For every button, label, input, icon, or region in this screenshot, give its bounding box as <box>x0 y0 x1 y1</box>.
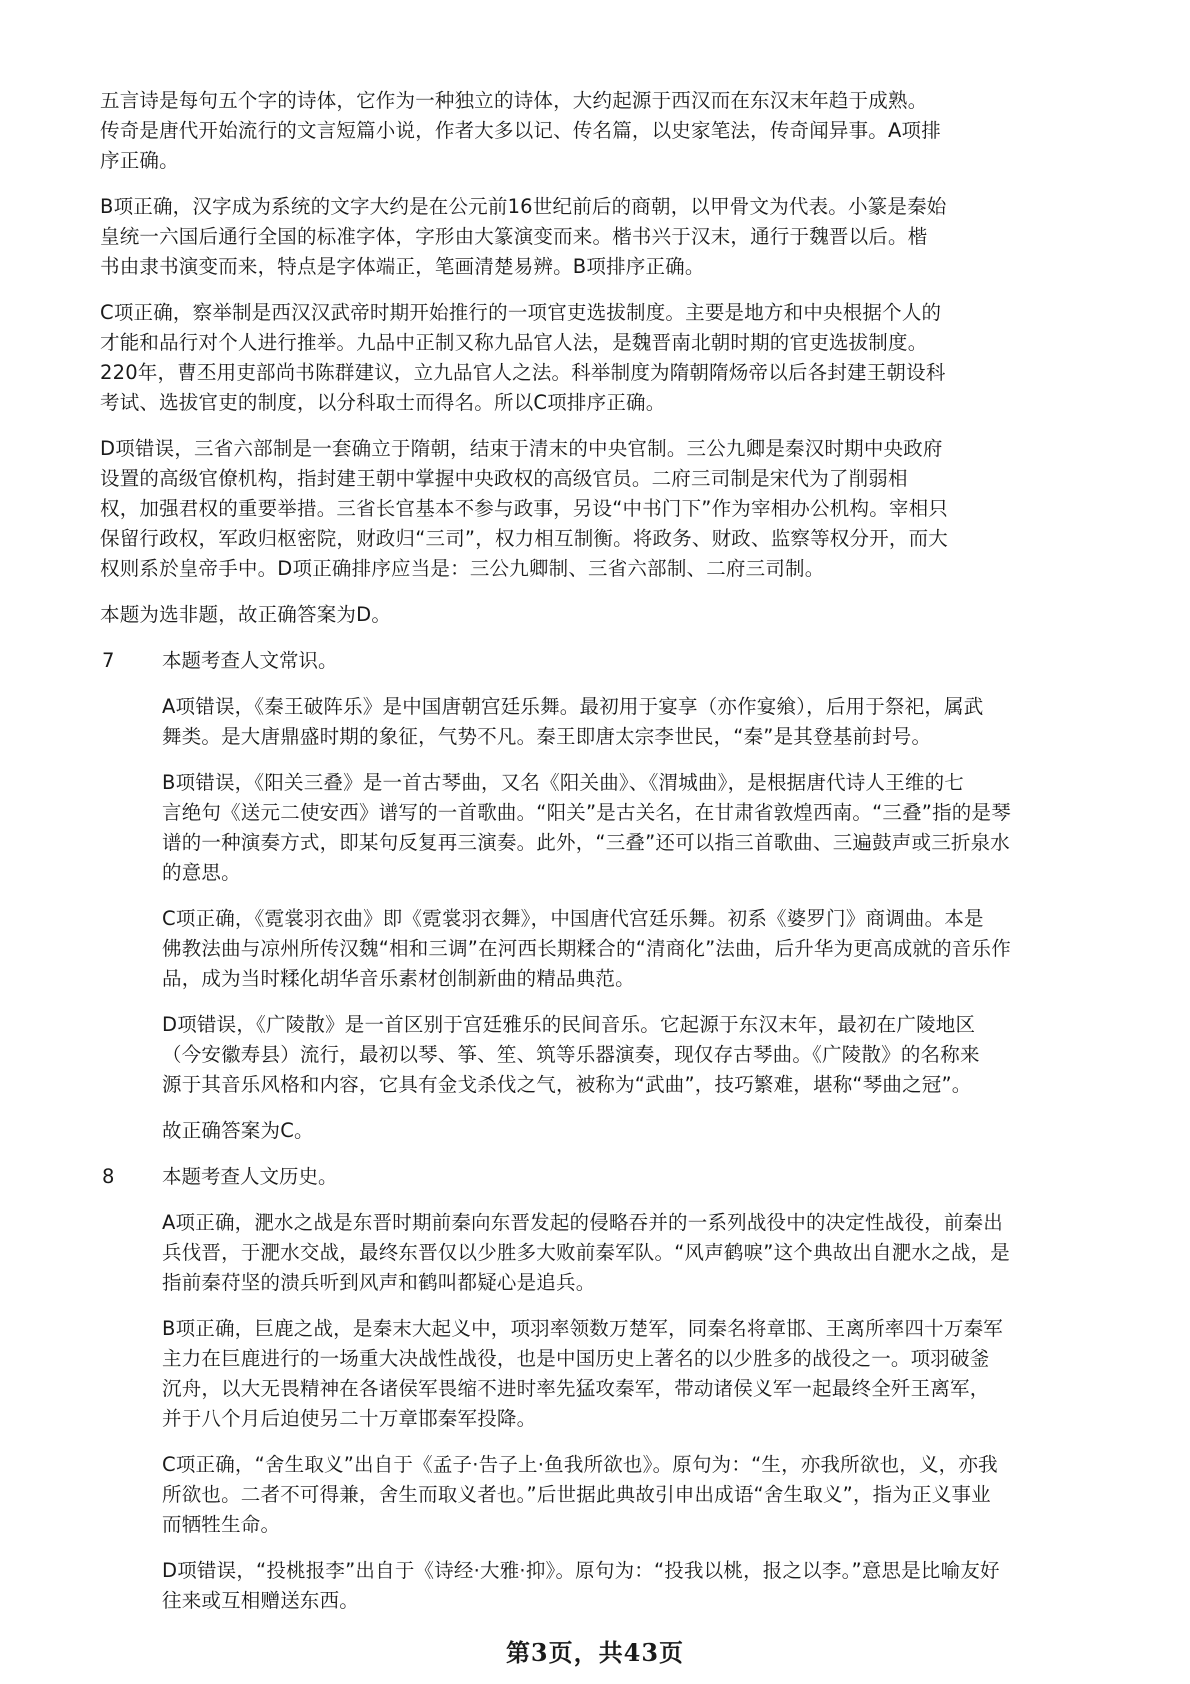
question-8-heading: 本题考查人文历史。 <box>162 1165 338 1188</box>
text-line: 皇统一六国后通行全国的标准字体，字形由大篆演变而来。楷书兴于汉末，通行于魏晋以后。楷 <box>100 225 928 248</box>
text-line: 佛教法曲与凉州所传汉魏“相和三调”在河西长期糅合的“清商化”法曲，后升华为更高成就的音乐作 <box>162 937 1011 960</box>
text-line: 传奇是唐代开始流行的文言短篇小说，作者大多以记、传名篇，以史家笔法，传奇闻异事。A项排 <box>100 119 941 142</box>
paragraph-intro-1 <box>100 86 1060 176</box>
text-line: C项正确，《霓裳羽衣曲》即《霓裳羽衣舞》，中国唐代宫廷乐舞。初系《婆罗门》商调曲。本是 <box>162 907 984 930</box>
question-7-number: 7 <box>102 649 115 672</box>
text-line: 权则系於皇帝手中。D项正确排序应当是：三公九卿制、三省六部制、二府三司制。 <box>100 557 825 580</box>
text-line: 本题为选非题，故正确答案为D。 <box>100 603 392 626</box>
question-8-option-a <box>162 1208 1082 1298</box>
page-number-footer: 第3页，共43页 <box>505 1638 685 1667</box>
text-line: 才能和品行对个人进行推举。九品中正制又称九品官人法，是魏晋南北朝时期的官吏选拔制度。 <box>100 331 928 354</box>
text-line: 的意思。 <box>162 861 241 884</box>
text-line: 舞类。是大唐鼎盛时期的象征，气势不凡。秦王即唐太宗李世民，“秦”是其登基前封号。 <box>162 725 932 748</box>
text-line: 沉舟，以大无畏精神在各诸侯军畏缩不进时率先猛攻秦军，带动诸侯义军一起最终全歼王离军， <box>162 1377 990 1400</box>
text-line: 故正确答案为C。 <box>162 1119 314 1142</box>
text-line: A项错误，《秦王破阵乐》是中国唐朝宫廷乐舞。最初用于宴享（亦作宴飨），后用于祭祀，属武 <box>162 695 984 718</box>
text-line: （今安徽寿县）流行，最初以琴、筝、笙、筑等乐器演奏，现仅存古琴曲。《广陵散》的名称来 <box>162 1043 980 1066</box>
text-line: D项错误，《广陵散》是一首区别于宫廷雅乐的民间音乐。它起源于东汉末年，最初在广陵地区 <box>162 1013 976 1036</box>
question-8-option-d <box>162 1556 1082 1616</box>
question-7-option-c <box>162 904 1082 994</box>
text-line: D项错误，“投桃报李”出自于《诗经·大雅·抑》。原句为：“投我以桃，报之以李。”意思是比喻友好 <box>162 1559 1000 1582</box>
text-line: 言绝句《送元二使安西》谱写的一首歌曲。“阳关”是古关名，在甘肃省敦煌西南。“三叠”指的是琴 <box>162 801 1011 824</box>
text-line: 主力在巨鹿进行的一场重大决战性战役，也是中国历史上著名的以少胜多的战役之一。项羽破釜 <box>162 1347 990 1370</box>
text-line: 所欲也。二者不可得兼，舍生而取义者也。”后世据此典故引申出成语“舍生取义”，指为正义事业 <box>162 1483 991 1506</box>
text-line: 序正确。 <box>100 149 179 172</box>
text-line: B项正确，巨鹿之战，是秦末大起义中，项羽率领数万楚军，同秦名将章邯、王离所率四十万秦军 <box>162 1317 1003 1340</box>
text-line: 权，加强君权的重要举措。三省长官基本不参与政事，另设“中书门下”作为宰相办公机构。宰相只 <box>100 497 949 520</box>
question-7-option-b <box>162 768 1082 888</box>
text-line: 而牺牲生命。 <box>162 1513 281 1536</box>
text-line: 设置的高级官僚机构，指封建王朝中掌握中央政权的高级官员。二府三司制是宋代为了削弱相 <box>100 467 908 490</box>
text-line: 保留行政权，军政归枢密院，财政归“三司”，权力相互制衡。将政务、财政、监察等权分开，而大 <box>100 527 949 550</box>
text-line: 源于其音乐风格和内容，它具有金戈杀伐之气，被称为“武曲”，技巧繁难，堪称“琴曲之冠”。 <box>162 1073 972 1096</box>
text-line: 考试、选拔官吏的制度，以分科取士而得名。所以C项排序正确。 <box>100 391 666 414</box>
text-line: C项正确，“舍生取义”出自于《孟子·告子上·鱼我所欲也》。原句为：“生，亦我所欲也，义，亦我 <box>162 1453 998 1476</box>
question-7-option-a <box>162 692 1082 752</box>
text-line: A项正确，淝水之战是东晋时期前秦向东晋发起的侵略吞并的一系列战役中的决定性战役，前秦出 <box>162 1211 1003 1234</box>
text-line: 兵伐晋，于淝水交战，最终东晋仅以少胜多大败前秦军队。“风声鹤唳”这个典故出自淝水之战，是 <box>162 1241 1011 1264</box>
text-line: 指前秦苻坚的溃兵听到风声和鹤叫都疑心是追兵。 <box>162 1271 596 1294</box>
text-line: D项错误，三省六部制是一套确立于隋朝，结束于清末的中央官制。三公九卿是秦汉时期中央政府 <box>100 437 943 460</box>
text-line: 书由隶书演变而来，特点是字体端正，笔画清楚易辨。B项排序正确。 <box>100 255 705 278</box>
question-7-answer <box>162 1116 1082 1146</box>
question-8-number: 8 <box>102 1165 115 1188</box>
text-line: 并于八个月后迫使另二十万章邯秦军投降。 <box>162 1407 537 1430</box>
question-8-option-c <box>162 1450 1082 1540</box>
text-line: 五言诗是每句五个字的诗体，它作为一种独立的诗体，大约起源于西汉而在东汉末年趋于成熟。 <box>100 89 928 112</box>
question-8-option-b <box>162 1314 1082 1434</box>
question-7-heading: 本题考查人文常识。 <box>162 649 338 672</box>
text-line: 品，成为当时糅化胡华音乐素材创制新曲的精品典范。 <box>162 967 635 990</box>
paragraph-intro-3 <box>100 298 1060 418</box>
text-line: C项正确，察举制是西汉汉武帝时期开始推行的一项官吏选拔制度。主要是地方和中央根据个人的 <box>100 301 942 324</box>
question-7-option-d <box>162 1010 1082 1100</box>
paragraph-intro-2 <box>100 192 1060 282</box>
text-line: B项正确，汉字成为系统的文字大约是在公元前16世纪前后的商朝，以甲骨文为代表。小篆是秦始 <box>100 195 947 218</box>
paragraph-intro-4 <box>100 434 1060 584</box>
text-line: 谱的一种演奏方式，即某句反复再三演奏。此外，“三叠”还可以指三首歌曲、三遍鼓声或三折泉水 <box>162 831 1011 854</box>
text-line: 往来或互相赠送东西。 <box>162 1589 360 1612</box>
text-line: 220年，曹丕用吏部尚书陈群建议，立九品官人之法。科举制度为隋朝隋炀帝以后各封建王朝设科 <box>100 361 946 384</box>
paragraph-intro-answer <box>100 600 1060 630</box>
text-line: B项错误，《阳关三叠》是一首古琴曲，又名《阳关曲》、《渭城曲》，是根据唐代诗人王维的七 <box>162 771 964 794</box>
